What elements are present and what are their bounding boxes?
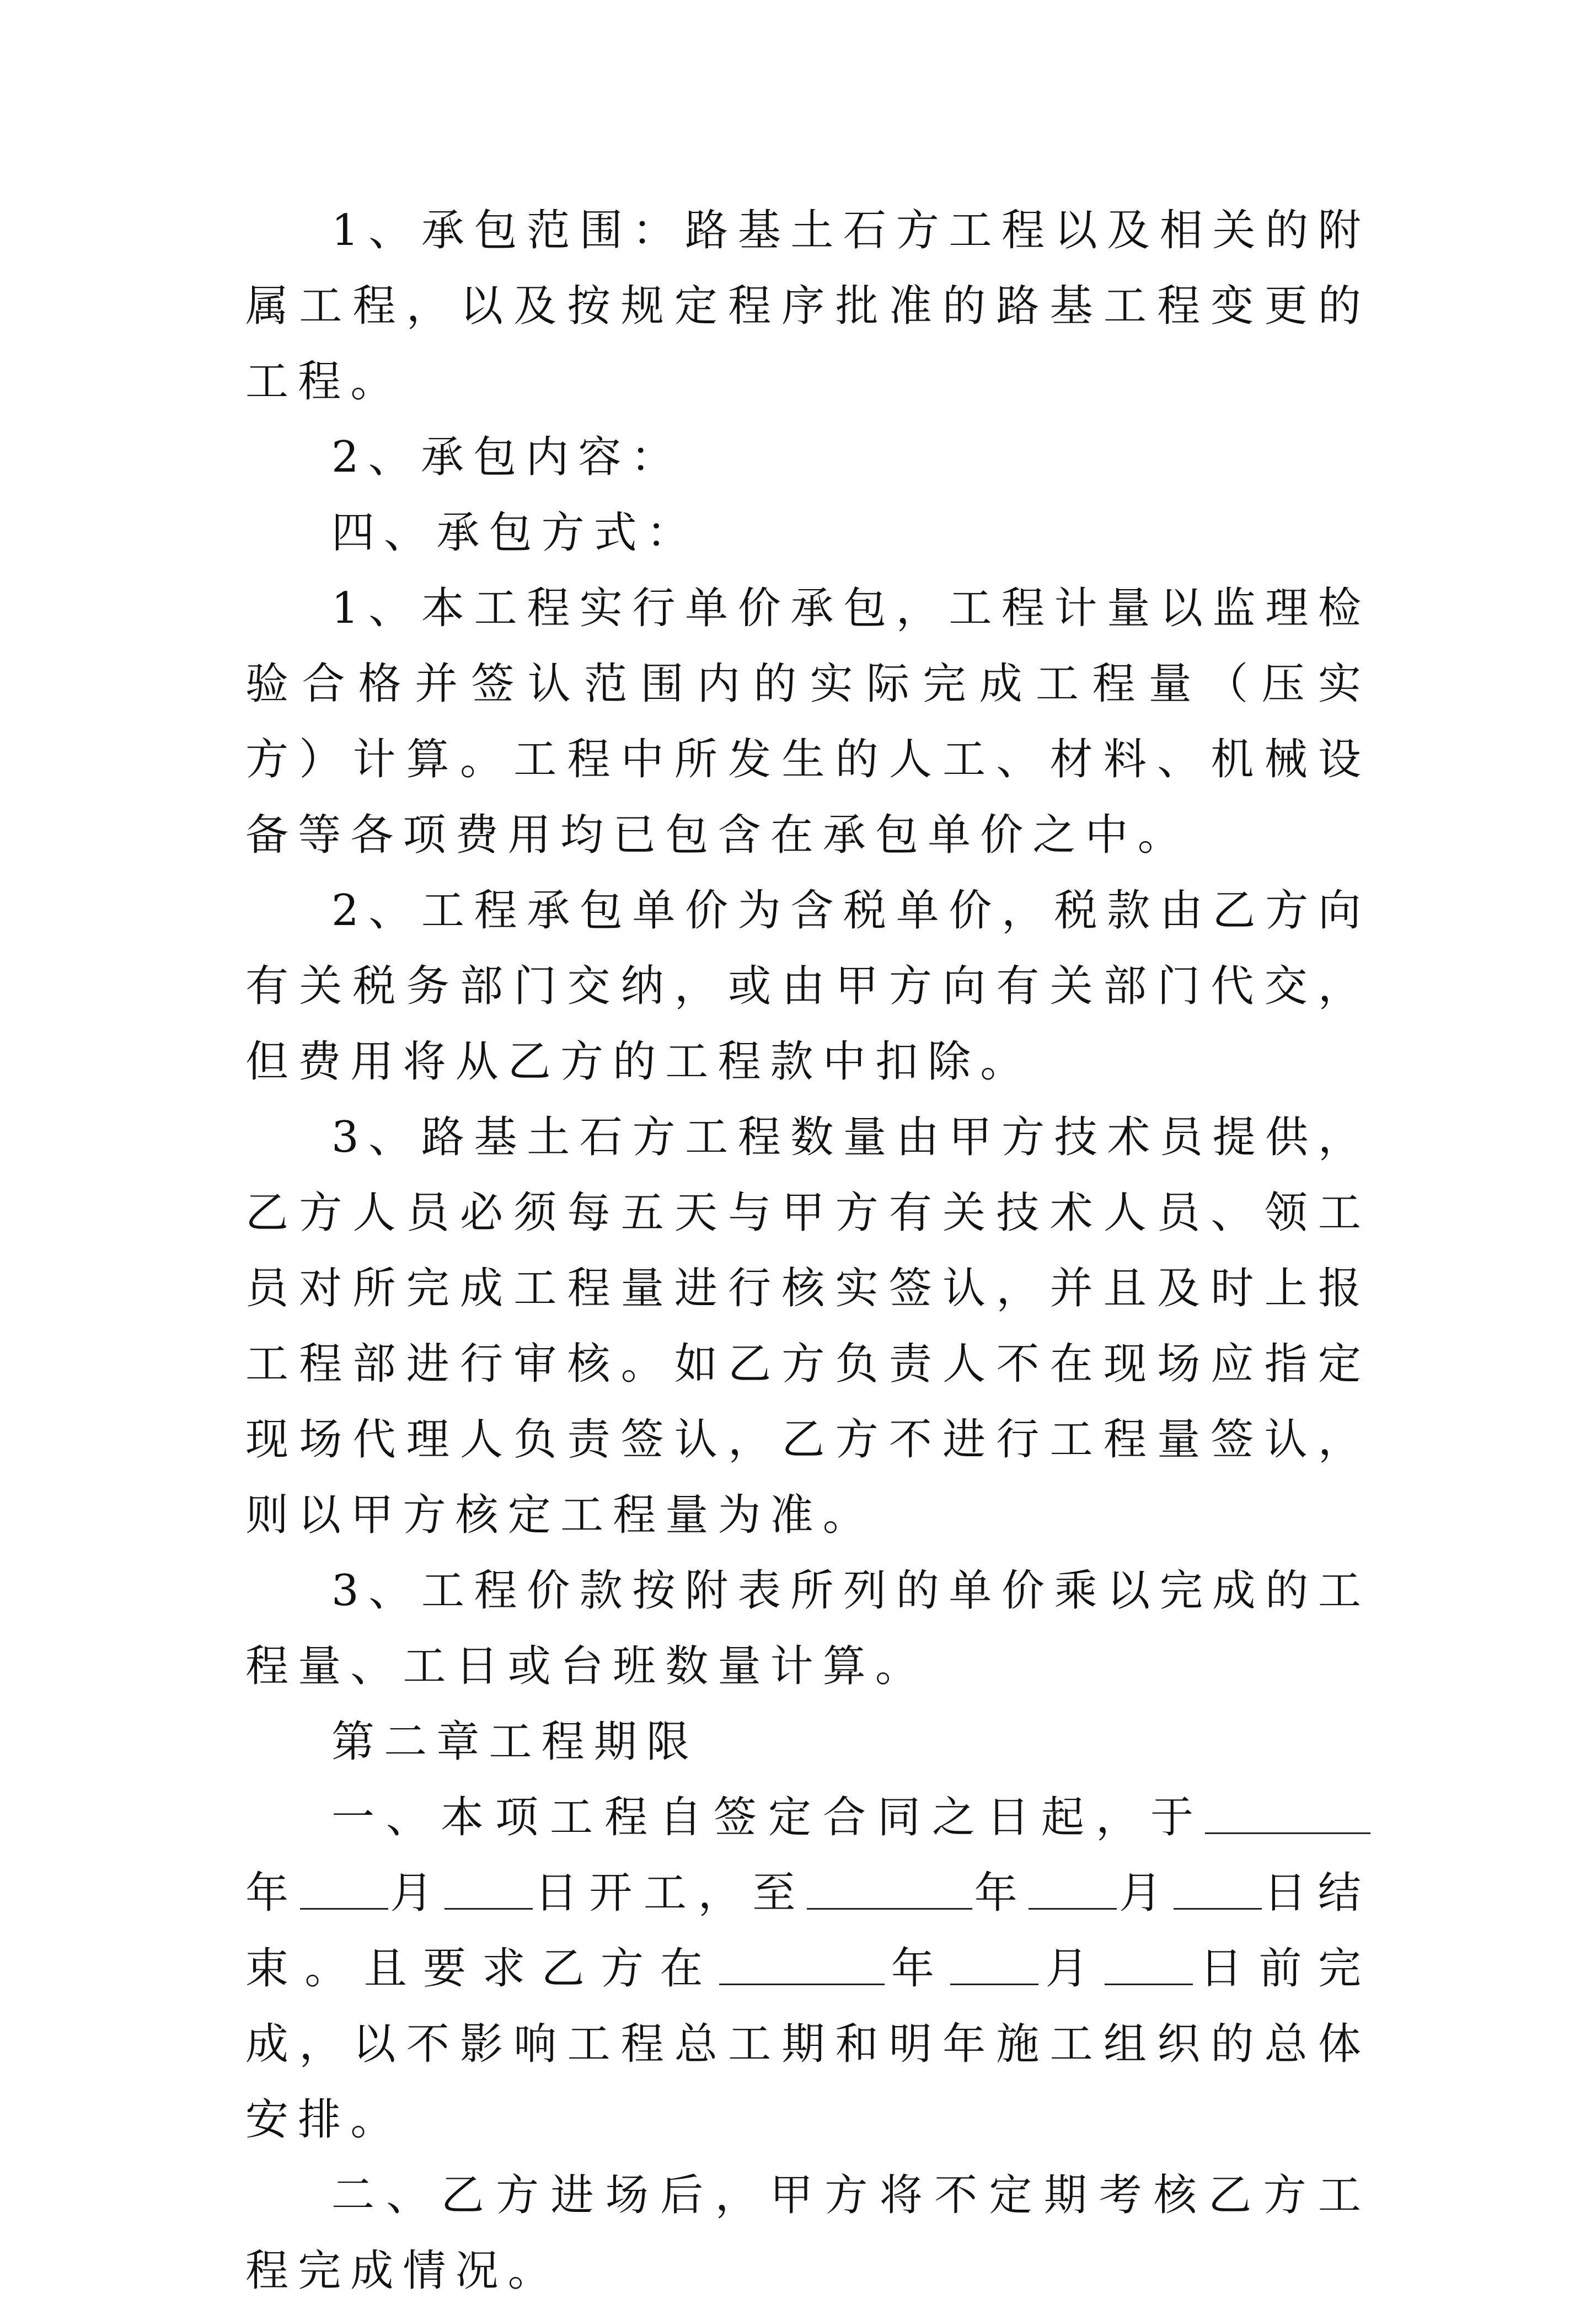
paragraph-content: 2、承包内容： xyxy=(331,432,683,482)
section-heading-contract-method: 四、承包方式： xyxy=(331,508,699,558)
document-page xyxy=(245,193,1370,2309)
month-label: 月 xyxy=(1038,1944,1105,1993)
paragraph-quantity: 3、路基土石方工程数量由甲方技术员提供，乙方人员必须每五天与甲方有关技术人员、领工员对所完成工程量进行核实签认，并且及时上报工程部进行审核。如乙方负责人不在现场应指定现场代理人负责签认，乙方不进行工程量签认，则以甲方核定工程量为准。 xyxy=(245,1113,1370,1540)
end-day-blank[interactable] xyxy=(1174,1867,1262,1910)
chapter-title: 第二章工程期限 xyxy=(331,1717,699,1767)
paragraph-tax: 2、工程承包单价为含税单价，税款由乙方向有关税务部门交纳，或由甲方向有关部门代交，但费用将从乙方的工程款中扣除。 xyxy=(245,886,1370,1087)
schedule-text-1: 一、本项工程自签定合同之日起，于 xyxy=(331,1793,1205,1842)
start-year-blank[interactable] xyxy=(1205,1792,1370,1834)
schedule-text-4: 日前完成，以不影响工程总工期和明年施工组织的总体安排。 xyxy=(245,1944,1370,2145)
end-year-blank[interactable] xyxy=(807,1867,972,1910)
finish-year-blank[interactable] xyxy=(719,1943,885,1985)
paragraph-scope: 1、承包范围：路基土石方工程以及相关的附属工程，以及按规定程序批准的路基工程变更的工程。 xyxy=(245,206,1370,407)
paragraph-unit-price: 1、本工程实行单价承包，工程计量以监理检验合格并签认范围内的实际完成工程量（压实方）计算。工程中所发生的人工、材料、机械设备等各项费用均已包含在承包单价之中。 xyxy=(245,584,1370,860)
finish-day-blank[interactable] xyxy=(1105,1943,1193,1985)
start-month-blank[interactable] xyxy=(300,1867,388,1910)
schedule-text-3: 日结束。且要求乙方在 xyxy=(245,1868,1370,1993)
start-day-blank[interactable] xyxy=(444,1867,533,1910)
schedule-text-2: 日开工，至 xyxy=(532,1868,807,1918)
paragraph-assessment: 二、乙方进场后，甲方将不定期考核乙方工程完成情况。 xyxy=(245,2171,1370,2296)
year-label: 年 xyxy=(245,1868,300,1918)
paragraph-price-calculation: 3、工程价款按附表所列的单价乘以完成的工程量、工日或台班数量计算。 xyxy=(245,1566,1370,1691)
month-label: 月 xyxy=(388,1868,444,1918)
year-label: 年 xyxy=(884,1944,951,1993)
paragraph-schedule xyxy=(245,1780,1370,2158)
month-label: 月 xyxy=(1117,1868,1174,1918)
year-label: 年 xyxy=(972,1868,1029,1918)
end-month-blank[interactable] xyxy=(1029,1867,1117,1910)
finish-month-blank[interactable] xyxy=(950,1943,1038,1985)
